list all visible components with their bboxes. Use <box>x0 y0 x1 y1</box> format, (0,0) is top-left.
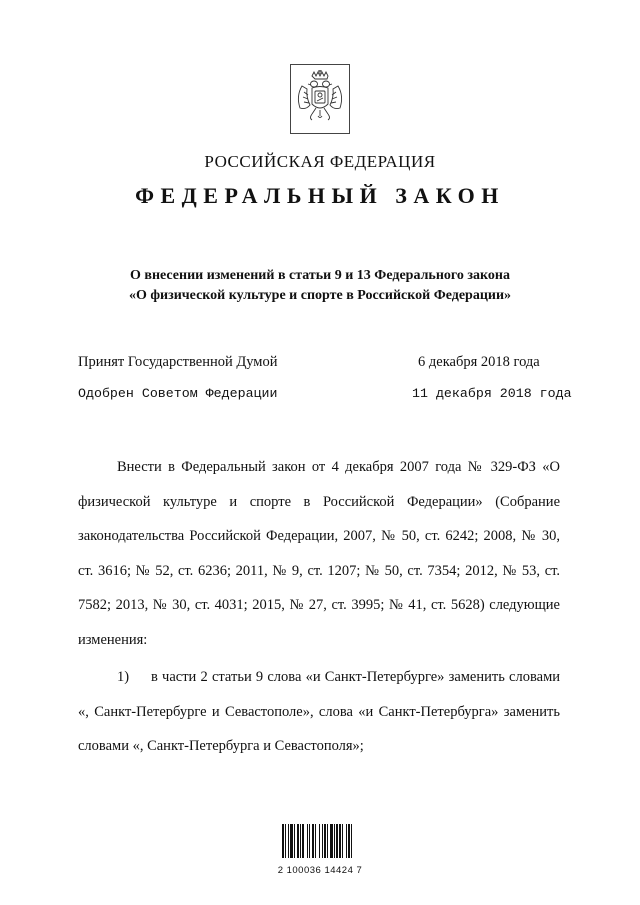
amendment-item-1 <box>78 660 560 764</box>
approved-label: Одобрен Советом Федерации <box>78 386 278 401</box>
approved-date: 11 декабря 2018 года <box>412 386 572 401</box>
body-intro-paragraph <box>78 450 560 657</box>
country-name: РОССИЙСКАЯ ФЕДЕРАЦИЯ <box>204 152 436 171</box>
item-1-number: 1) <box>117 669 130 685</box>
barcode-number: 2 100036 14424 7 <box>277 865 363 876</box>
law-title-line-1: О внесении изменений в статьи 9 и 13 Федерального закона <box>130 268 510 283</box>
item-1-body: в части 2 статьи 9 слова «и Санкт-Петербурге» заменить словами «, Санкт-Петербурге и Севастополе», слова «и Санкт-Петербурга» заменить словами «, Санкт-Петербурга и Севастополя»; <box>78 669 560 754</box>
barcode-bars <box>270 810 370 862</box>
barcode <box>270 810 370 882</box>
adopted-date: 6 декабря 2018 года <box>418 354 540 370</box>
adopted-label: Принят Государственной Думой <box>78 354 278 370</box>
document-type: ФЕДЕРАЛЬНЫЙ ЗАКОН <box>135 183 505 208</box>
russian-coat-of-arms-icon <box>290 64 350 134</box>
item-1-text <box>78 660 560 764</box>
law-title <box>0 266 640 306</box>
coat-of-arms-emblem <box>290 64 350 134</box>
law-title-line-2: «О физической культуре и спорте в Российской Федерации» <box>128 288 512 303</box>
intro-text: Внести в Федеральный закон от 4 декабря 2007 года № 329-ФЗ «О физической культуре и спорте в Российской Федерации» (Собрание законодательства Российской Федерации, 2007, № 50, ст. 6242; 2008, № 30, ст. 3616; № 52, ст. 6236; 2011, № 9, ст. 1207; № 50, ст. 7354; 2012, № 53, ст. 7582; 2013, № 30, ст. 4031; 2015, № 27, ст. 3995; № 41, ст. 5628) следующие изменения: <box>78 459 560 648</box>
